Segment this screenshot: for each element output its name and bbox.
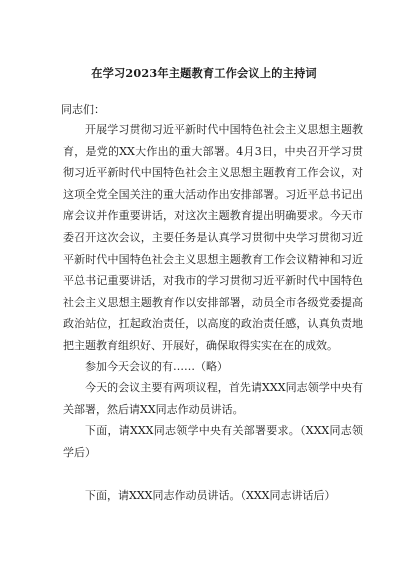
paragraph-agenda: 今天的会议主要有两项议程，首先请XXX同志领学中央有关部署，然后请XX同志作动员讲话。	[63, 381, 363, 416]
paragraph-opening: 开展学习贯彻习近平新时代中国特色社会主义思想主题教育，是党的XX大作出的重大部署。4月3日，中央召开学习贯彻习近平新时代中国特色社会主义思想主题教育工作会议，对这项全党全国关注的重大活动作出安排部署。习近平总书记出席会议并作重要讲话，对这次主题教育提出明确要求。今天市委召开这次会议，主要任务是认真学习贯彻中央学习贯彻习近平新时代中国特色社会主义思想主题教育工作会议精神和习近平总书记重要讲话，对我市的学习贯彻习近平新时代中国特色社会主义思想主题教育作以安排部署，动员全市各级党委提高政治站位，扛起政治责任，以高度的政治责任感，认真负责地把主题教育组织好、开展好，确保取得实实在在的成效。	[63, 123, 363, 352]
salutation: 同志们：	[61, 103, 105, 116]
paragraph-attendees: 参加今天会议的有……（略）	[85, 360, 228, 373]
document-title: 在学习2023年主题教育工作会议上的主持词	[91, 66, 317, 80]
paragraph-first-item: 下面，请XXX同志领学中央有关部署要求。（XXX同志领学后）	[63, 424, 363, 459]
paragraph-second-item: 下面，请XXX同志作动员讲话。（XXX同志讲话后）	[85, 489, 336, 502]
